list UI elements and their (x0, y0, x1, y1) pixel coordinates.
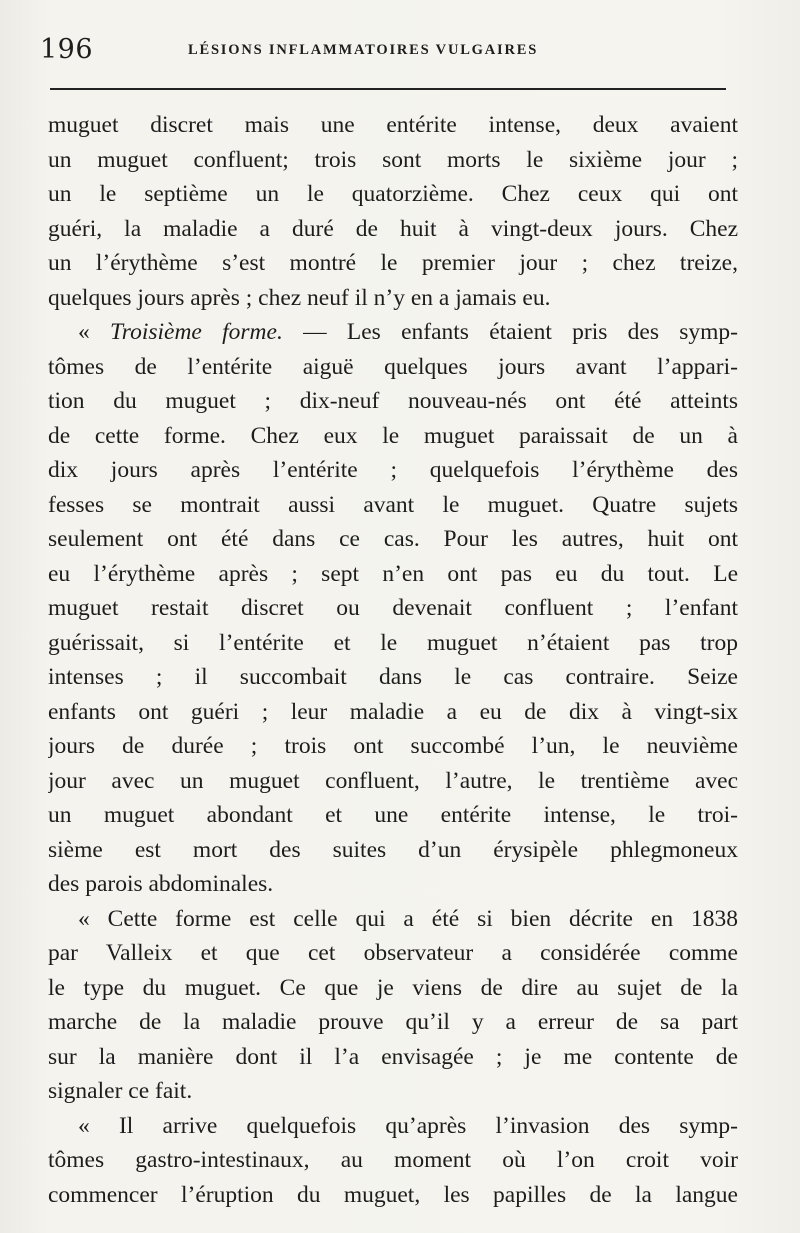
text-line: sième est mort des suites d’un érysipèle phlegmoneux (48, 836, 738, 863)
text-line: tion du muguet ; dix-neuf nouveau-nés ont été atteints (48, 388, 738, 414)
text-line: tômes de l’entérite aiguë quelques jours avant l’appari- (48, 353, 738, 380)
text-line: dix jours après l’entérite ; quelquefois l’érythème des (48, 457, 738, 483)
text-line: jours de durée ; trois ont succombé l’un, le neuvième (48, 733, 738, 759)
text-line: commencer l’éruption du muguet, les papilles de la langue (48, 1181, 738, 1208)
text-line: intenses ; il succombait dans le cas contraire. Seize (48, 664, 738, 690)
text-line: eu l’érythème après ; sept n’en ont pas eu du tout. Le (48, 560, 738, 587)
text-line: par Valleix et que cet observateur a considérée comme (48, 940, 738, 966)
text-line: tômes gastro-intestinaux, au moment où l’on croit voir (48, 1147, 738, 1173)
text-line: de cette forme. Chez eux le muguet paraissait de un à (48, 422, 738, 449)
page-number: 196 (40, 34, 94, 65)
running-title: LÉSIONS INFLAMMATOIRES VULGAIRES (188, 42, 539, 58)
text-line: un le septième un le quatorzième. Chez ceux qui ont (48, 181, 738, 207)
text-line: marche de la maladie prouve qu’il y a erreur de sa part (48, 1009, 738, 1035)
text-line: quelques jours après ; chez neuf il n’y en a jamais eu. (48, 284, 551, 311)
text-line: un muguet abondant et une entérite intense, le troi- (48, 802, 738, 828)
text-line: un l’érythème s’est montré le premier jour ; chez treize, (48, 250, 738, 276)
text-line: enfants ont guéri ; leur maladie a eu de dix à vingt-six (48, 698, 738, 725)
text-line: seulement ont été dans ce cas. Pour les autres, huit ont (48, 526, 738, 552)
text-line: « Cette forme est celle qui a été si bien décrite en 1838 (78, 905, 738, 932)
header-rule (50, 88, 726, 90)
text-line: des parois abdominales. (48, 871, 274, 897)
text-line: « Troisième forme. — Les enfants étaient pris des symp- (78, 319, 738, 345)
text-line: muguet discret mais une entérite intense, deux avaient (48, 112, 738, 138)
text-line: fesses se montrait aussi avant le muguet. Quatre sujets (48, 491, 738, 518)
text-line: le type du muguet. Ce que je viens de dire au sujet de la (48, 974, 738, 1001)
text-line: sur la manière dont il l’a envisagée ; je me contente de (48, 1043, 738, 1070)
text-line: guéri, la maladie a duré de huit à vingt-deux jours. Chez (48, 215, 738, 242)
section-title-italic: Troisième forme. (110, 319, 283, 345)
text-line: guérissait, si l’entérite et le muguet n’étaient pas trop (48, 629, 738, 656)
text-line: muguet restait discret ou devenait confluent ; l’enfant (48, 595, 738, 621)
text-line: un muguet confluent; trois sont morts le sixième jour ; (48, 146, 738, 173)
body-text (48, 108, 738, 1212)
text-line: signaler ce fait. (48, 1078, 193, 1104)
text-line: jour avec un muguet confluent, l’autre, le trentième avec (48, 767, 738, 794)
text-line: « Il arrive quelquefois qu’après l’invasion des symp- (78, 1112, 738, 1139)
running-head (40, 34, 740, 68)
